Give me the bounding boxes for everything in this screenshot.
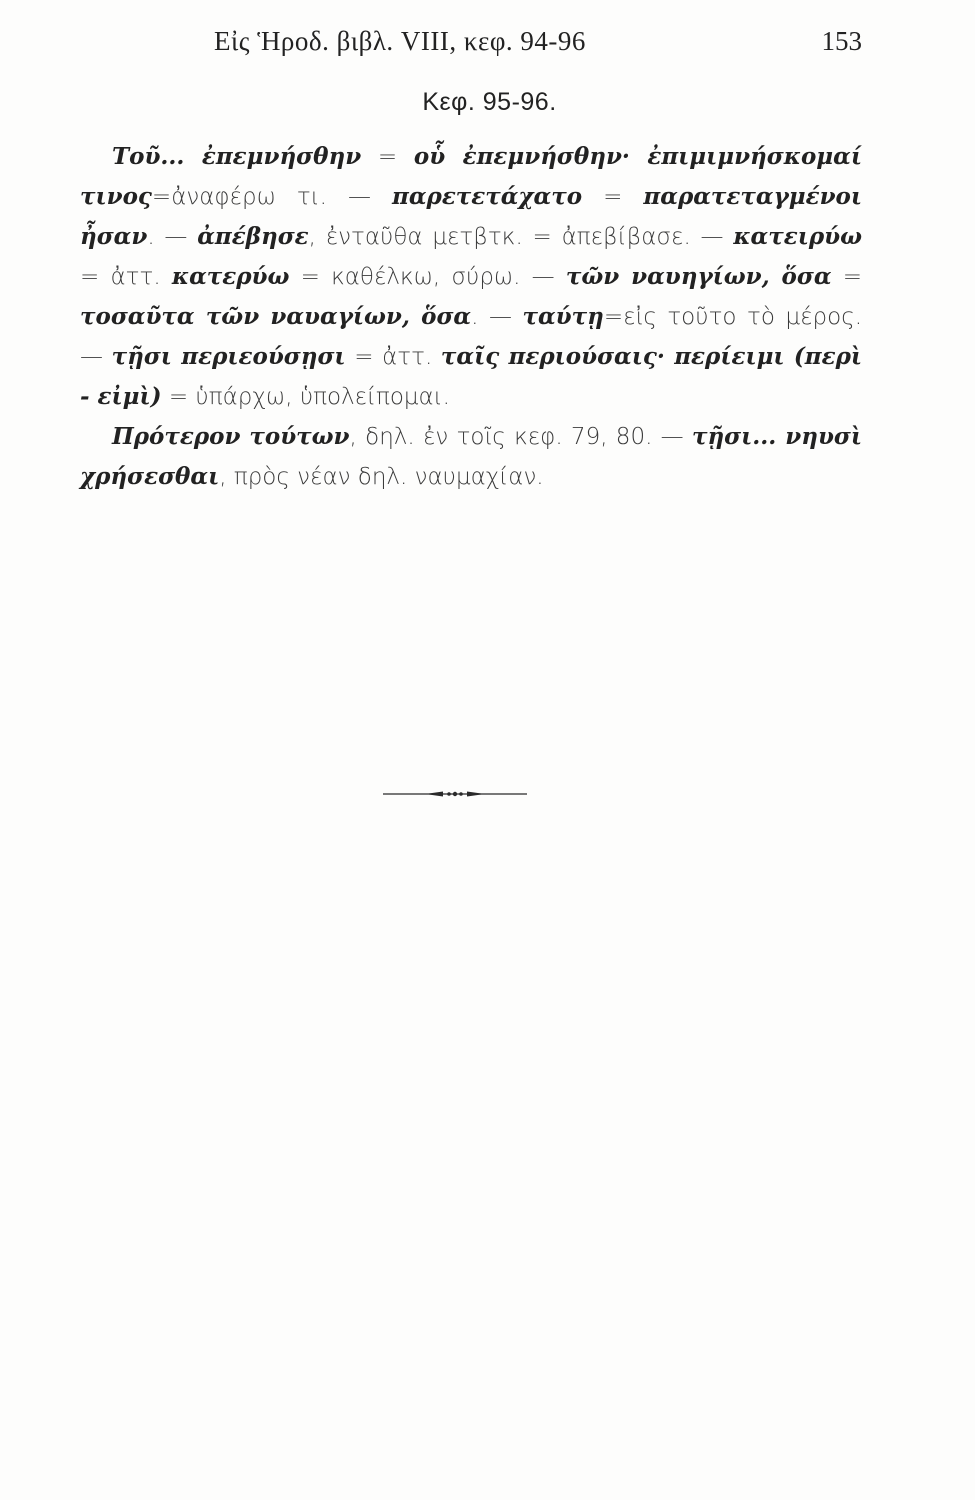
gloss-text: = (831, 264, 862, 290)
lemma-term: παρετετάχατο (391, 183, 583, 210)
gloss-text: , πρὸς νέαν δηλ. ναυμαχίαν. (219, 464, 544, 490)
gloss-text: = ὑπάρχω, ὑπολείπομαι. (161, 384, 450, 410)
gloss-text: = ἀττ. (345, 344, 441, 370)
chapter-heading: Κεφ. 95-96. (422, 88, 557, 116)
commentary-paragraph (80, 417, 862, 497)
running-title: Εἰς Ἡροδ. βιβλ. VIII, κεφ. 94-96 (214, 26, 586, 56)
lemma-term: τῇσι... νηυσὶ χρήσεσθαι (80, 423, 863, 490)
lemma-term: τῶν ναυηγίων, ὅσα (565, 263, 832, 290)
lemma-term: παρατεταγμένοι ἦσαν (80, 183, 862, 250)
commentary-paragraph (80, 137, 862, 417)
lemma-term: κατειρύω (733, 223, 862, 250)
lemma-term: Πρότερον τούτων (112, 423, 350, 450)
gloss-text: =ἀναφέρω τι. — (151, 184, 392, 210)
section-end-ornament (383, 788, 527, 800)
lemma-term: ταύτῃ (522, 303, 604, 330)
gloss-text: = ἀττ. (80, 264, 172, 290)
page-number: 153 (821, 26, 862, 56)
gloss-text: = καθέλκω, σύρω. — (289, 264, 566, 290)
lemma-term: ταῖς περιούσαις· περίειμι (περὶ - εἰμὶ) (80, 343, 862, 410)
lemma-term: κατερύω (171, 263, 290, 290)
gloss-text: . — (471, 304, 523, 330)
lemma-term: Τοῦ... ἐπεμνήσθην (112, 143, 362, 170)
lemma-term: ἀπέβησε (197, 223, 309, 250)
lemma-term: τῇσι περιεούσῃσι (111, 343, 346, 370)
lemma-term: οὗ ἐπεμνήσθην· ἐπιμιμνήσκομαί τινος (80, 143, 862, 210)
gloss-text: . — (147, 224, 198, 250)
lemma-term: τοσαῦτα τῶν ναυαγίων, ὅσα (80, 303, 472, 330)
running-head (0, 22, 975, 62)
commentary-body (80, 137, 862, 497)
gloss-text: = (582, 184, 644, 210)
gloss-text: , ἐνταῦθα μετβτκ. = ἀπεβίβασε. — (308, 224, 734, 250)
gloss-text: =εἰς τοῦτο τὸ μέρος. — (80, 304, 863, 370)
gloss-text: = (361, 144, 414, 170)
gloss-text: , δηλ. ἐν τοῖς κεφ. 79, 80. — (349, 424, 692, 450)
